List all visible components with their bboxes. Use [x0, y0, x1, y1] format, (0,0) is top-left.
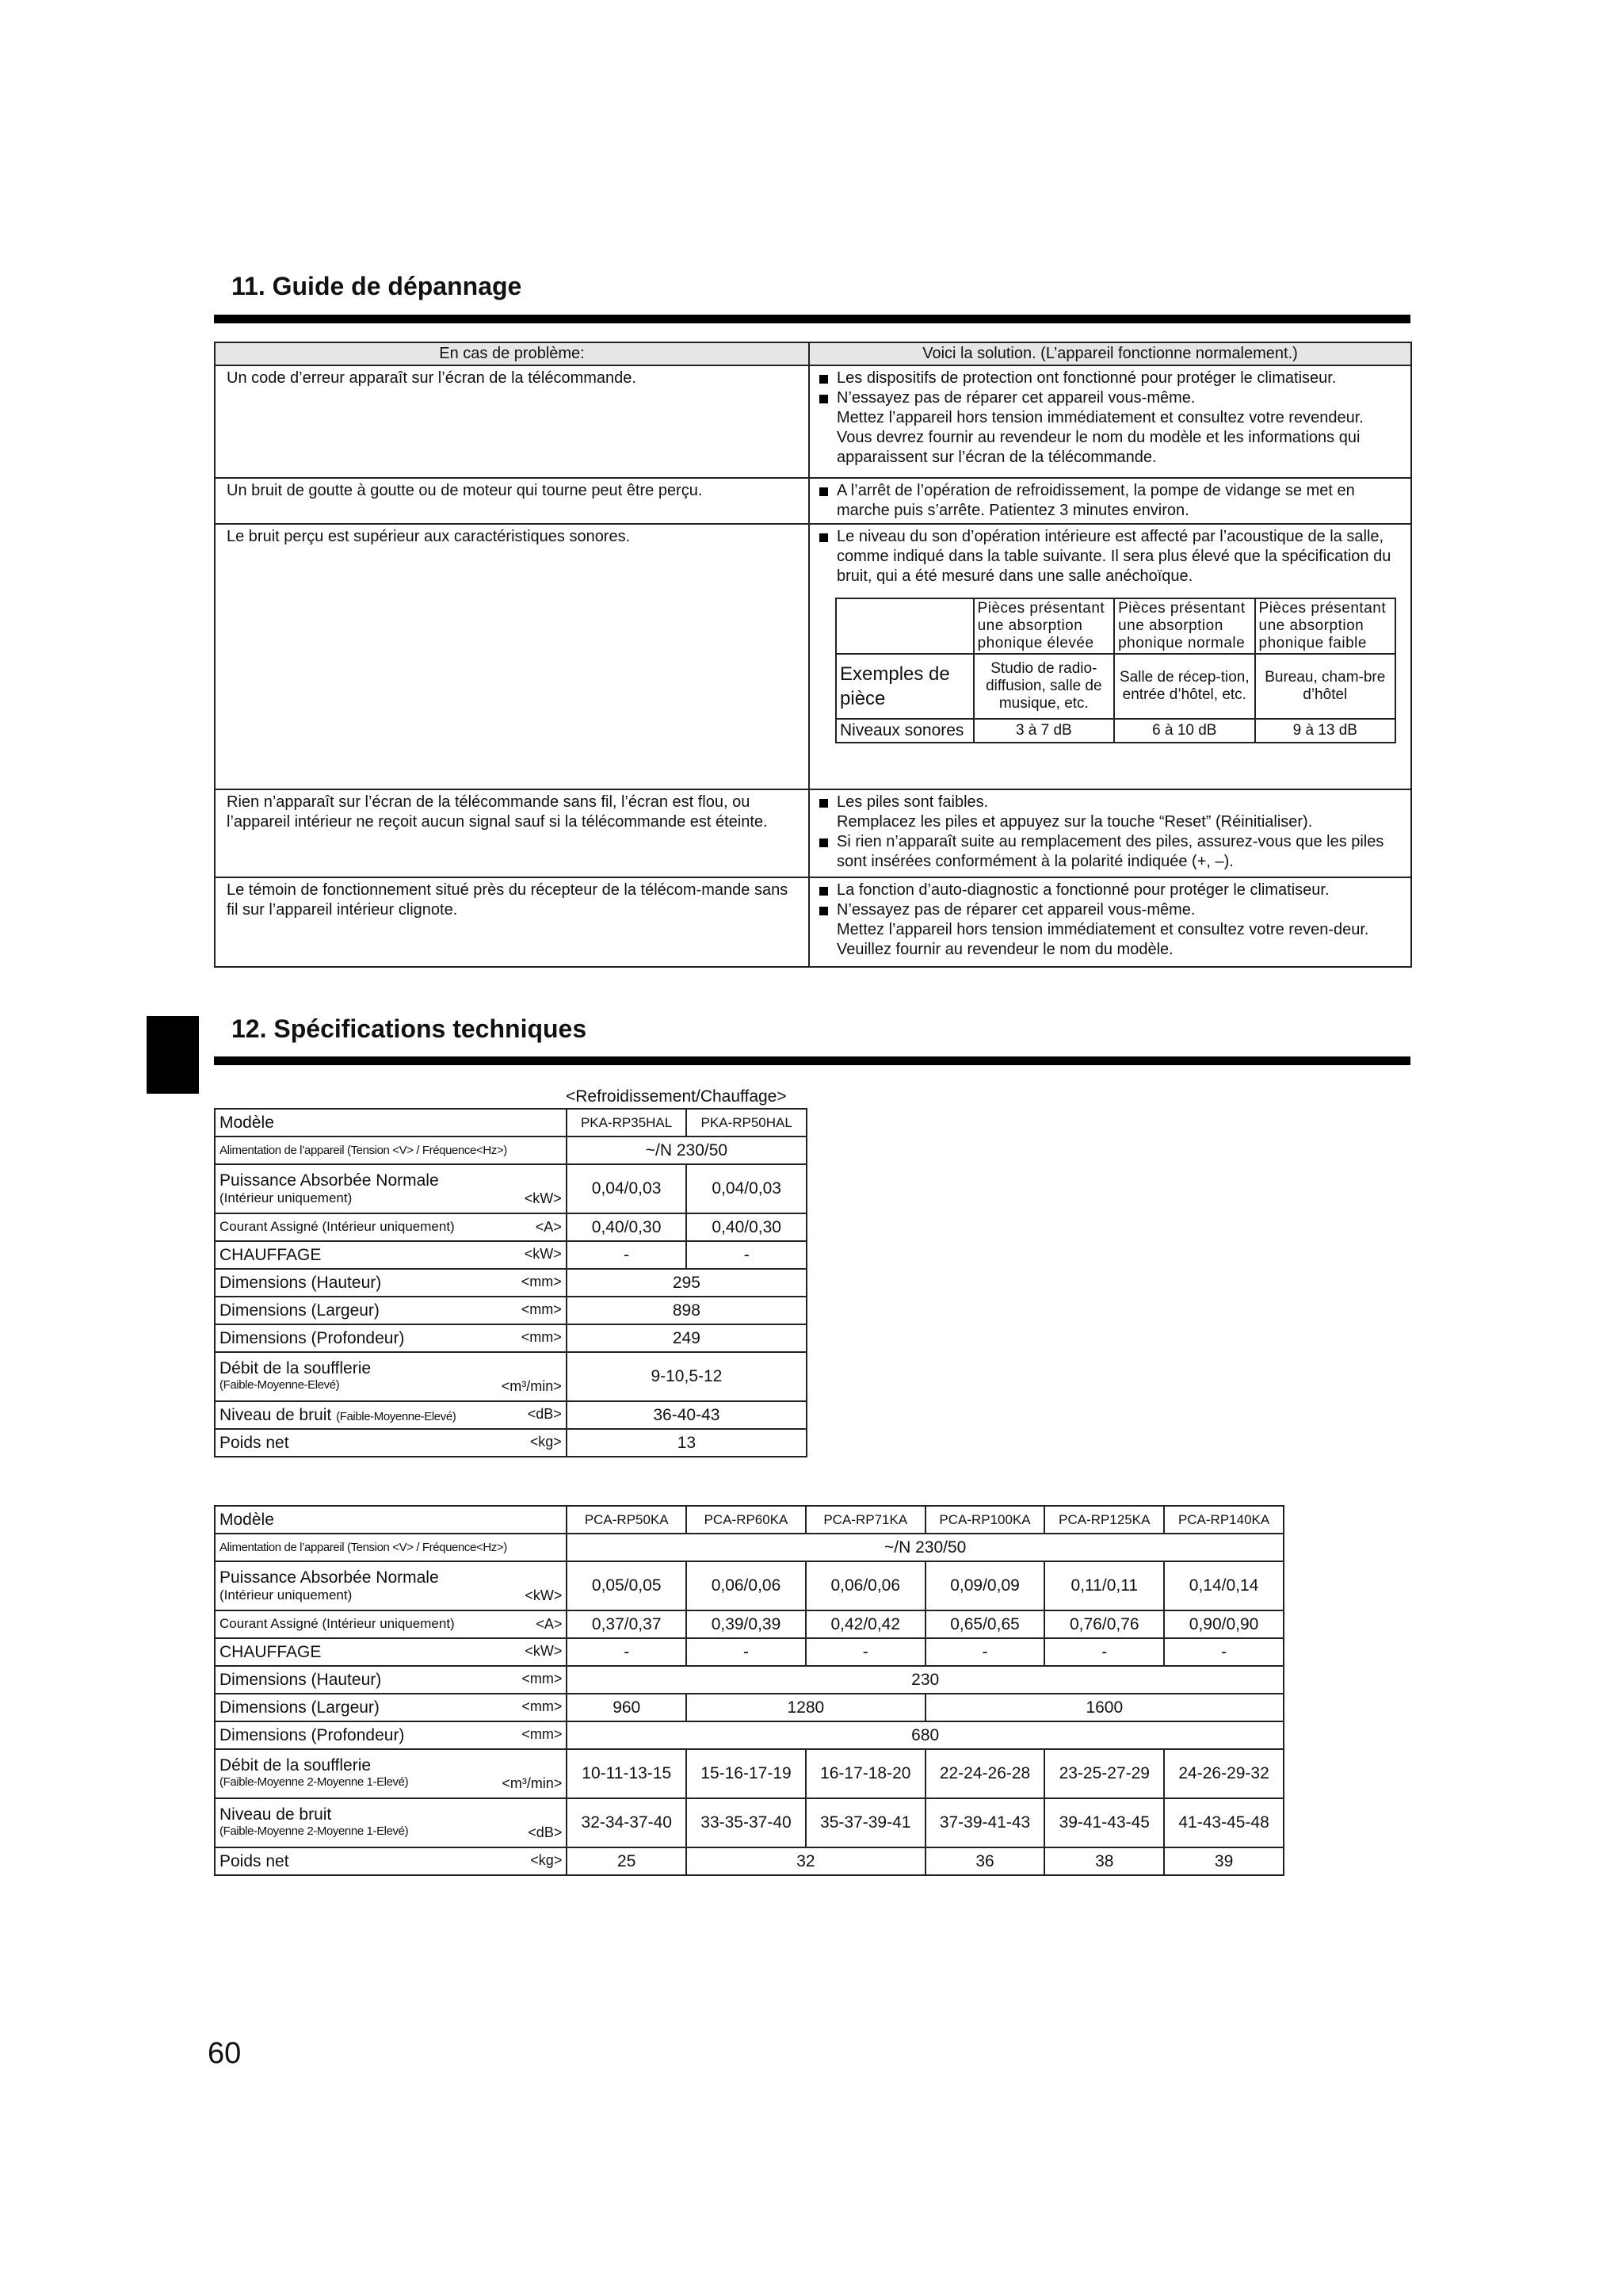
label-airflow-sub: (Faible-Moyenne-Elevé) — [219, 1377, 340, 1392]
unit-mm: <mm> — [521, 1328, 562, 1345]
header-solution: Voici la solution. (L’appareil fonctionne normalement.) — [809, 342, 1411, 365]
solution-item: Les dispositifs de protection ont fonctionné pour protéger le climatiseur. — [818, 369, 1403, 388]
label-power-input: Puissance Absorbée Normale — [219, 1568, 439, 1587]
label-airflow: Débit de la soufflerie — [219, 1755, 372, 1775]
problem-text: Le bruit perçu est supérieur aux caractéristiques sonores. — [215, 524, 809, 789]
label-dim-w: Dimensions (Largeur) — [219, 1698, 380, 1717]
current-value: 0,65/0,65 — [925, 1610, 1045, 1638]
power-input-value: 0,05/0,05 — [567, 1561, 686, 1610]
unit-mm: <mm> — [521, 1725, 563, 1742]
label-power-input-sub: (Intérieur uniquement) — [219, 1190, 353, 1205]
heating-value: - — [686, 1638, 806, 1666]
heating-value: - — [806, 1638, 925, 1666]
label-dim-d: Dimensions (Profondeur) — [219, 1328, 405, 1347]
table-row — [215, 789, 1411, 877]
dim-d-value: 680 — [567, 1721, 1284, 1749]
label-current: Courant Assigné (Intérieur uniquement) — [219, 1219, 455, 1234]
dim-h-value: 230 — [567, 1666, 1284, 1694]
current-value: 0,76/0,76 — [1044, 1610, 1164, 1638]
table-row — [215, 365, 1411, 478]
section-12-rule — [214, 1056, 1410, 1065]
model-header: PCA-RP71KA — [806, 1506, 925, 1534]
unit-db: <dB> — [528, 1824, 563, 1840]
pca-spec-table — [214, 1505, 1284, 1876]
solution-item: A l’arrêt de l’opération de refroidissement, la pompe de vidange se met en marche puis s’arrête. Patientez 3 minutes environ. — [818, 481, 1403, 521]
weight-value: 36 — [925, 1847, 1045, 1875]
label-dim-h: Dimensions (Hauteur) — [219, 1273, 382, 1292]
label-current: Courant Assigné (Intérieur uniquement) — [219, 1616, 455, 1631]
unit-a: <A> — [535, 1219, 562, 1235]
airflow-value: 24-26-29-32 — [1164, 1749, 1284, 1798]
current-value: 0,90/0,90 — [1164, 1610, 1284, 1638]
weight-value: 13 — [567, 1429, 807, 1457]
problem-text: Un bruit de goutte à goutte ou de moteur qui tourne peut être perçu. — [215, 478, 809, 524]
noise-value: 37-39-41-43 — [925, 1798, 1045, 1847]
noise-value: 32-34-37-40 — [567, 1798, 686, 1847]
label-dim-w: Dimensions (Largeur) — [219, 1301, 380, 1320]
label-noise: Niveau de bruit — [219, 1405, 332, 1424]
unit-db: <dB> — [527, 1405, 562, 1422]
unit-airflow: <m³/min> — [501, 1377, 562, 1394]
dim-w-value: 1600 — [925, 1694, 1284, 1721]
weight-value: 25 — [567, 1847, 686, 1875]
level-normal: 6 à 10 dB — [1114, 719, 1254, 743]
dim-w-value: 1280 — [686, 1694, 925, 1721]
dim-h-value: 295 — [567, 1269, 807, 1297]
room-acoustics-table — [835, 598, 1396, 743]
level-low: 9 à 13 dB — [1255, 719, 1395, 743]
problem-text: Rien n’apparaît sur l’écran de la télécommande sans fil, l’écran est flou, ou l’appareil intérieur ne reçoit aucun signal sauf si la télécommande est éteinte. — [215, 789, 809, 877]
airflow-value: 16-17-18-20 — [806, 1749, 925, 1798]
heating-value: - — [925, 1638, 1045, 1666]
header-problem: En cas de problème: — [215, 342, 809, 365]
label-weight: Poids net — [219, 1433, 289, 1452]
label-model: Modèle — [215, 1506, 567, 1534]
airflow-value: 22-24-26-28 — [925, 1749, 1045, 1798]
power-input-value: 0,04/0,03 — [686, 1164, 807, 1213]
unit-kw: <kW> — [525, 1642, 563, 1659]
noise-value: 39-41-43-45 — [1044, 1798, 1164, 1847]
levels-label: Niveaux sonores — [836, 719, 974, 743]
heating-value: - — [567, 1241, 687, 1269]
label-power-input: Puissance Absorbée Normale — [219, 1171, 439, 1190]
current-value: 0,40/0,30 — [686, 1213, 807, 1241]
solution-item: Si rien n’apparaît suite au remplacement des piles, assurez-vous que les piles sont insérées conformément à la polarité indiquée (+, –). — [818, 832, 1403, 872]
weight-value: 39 — [1164, 1847, 1284, 1875]
dim-d-value: 249 — [567, 1324, 807, 1352]
label-airflow-sub: (Faible-Moyenne 2-Moyenne 1-Elevé) — [219, 1775, 409, 1789]
heating-value: - — [567, 1638, 686, 1666]
model-header: PCA-RP50KA — [567, 1506, 686, 1534]
model-header: PKA-RP50HAL — [686, 1109, 807, 1137]
label-dim-h: Dimensions (Hauteur) — [219, 1670, 382, 1689]
airflow-value: 10-11-13-15 — [567, 1749, 686, 1798]
power-input-value: 0,11/0,11 — [1044, 1561, 1164, 1610]
noise-value: 41-43-45-48 — [1164, 1798, 1284, 1847]
label-dim-d: Dimensions (Profondeur) — [219, 1725, 405, 1744]
col-header-high-absorption: Pièces présentant une absorption phonique élevée — [974, 598, 1114, 654]
label-power-supply: Alimentation de l’appareil (Tension <V> / Fréquence<Hz>) — [215, 1534, 567, 1561]
model-header: PKA-RP35HAL — [567, 1109, 687, 1137]
heating-value: - — [686, 1241, 807, 1269]
section-tab-marker — [147, 1016, 199, 1094]
section-12-title: 12. Spécifications techniques — [231, 1014, 587, 1043]
label-noise-sub: (Faible-Moyenne 2-Moyenne 1-Elevé) — [219, 1824, 409, 1838]
unit-mm: <mm> — [521, 1670, 563, 1687]
section-11-title: 11. Guide de dépannage — [231, 272, 522, 300]
dim-w-value: 960 — [567, 1694, 686, 1721]
power-input-value: 0,14/0,14 — [1164, 1561, 1284, 1610]
example-low: Bureau, cham-bre d’hôtel — [1255, 654, 1395, 719]
unit-kw: <kW> — [524, 1245, 562, 1262]
label-model: Modèle — [215, 1109, 567, 1137]
examples-label: Exemples de pièce — [836, 654, 974, 719]
power-input-value: 0,09/0,09 — [925, 1561, 1045, 1610]
dim-w-value: 898 — [567, 1297, 807, 1324]
noise-value: 36-40-43 — [567, 1401, 807, 1429]
label-weight: Poids net — [219, 1851, 289, 1870]
unit-mm: <mm> — [521, 1698, 563, 1714]
power-input-value: 0,06/0,06 — [806, 1561, 925, 1610]
solution-item: Le niveau du son d’opération intérieure est affecté par l’acoustique de la salle, comme indiqué dans la table suivante. Il sera plus élevé que la spécification du bruit, qui a été mesuré dans une salle anéchoïque. — [818, 527, 1403, 586]
solution-item: N’essayez pas de réparer cet appareil vous-même. Mettez l’appareil hors tension immédiatement et consultez votre revendeur. Vous devrez fournir au revendeur le nom du modèle et les informations qui apparaissent sur l’écran de la télécommande. — [818, 388, 1403, 468]
power-input-value: 0,06/0,06 — [686, 1561, 806, 1610]
current-value: 0,42/0,42 — [806, 1610, 925, 1638]
current-value: 0,40/0,30 — [567, 1213, 687, 1241]
heating-value: - — [1044, 1638, 1164, 1666]
model-header: PCA-RP140KA — [1164, 1506, 1284, 1534]
label-power-supply: Alimentation de l’appareil (Tension <V> / Fréquence<Hz>) — [215, 1137, 567, 1164]
noise-value: 35-37-39-41 — [806, 1798, 925, 1847]
label-noise-sub: (Faible-Moyenne-Elevé) — [336, 1409, 456, 1423]
label-power-input-sub: (Intérieur uniquement) — [219, 1587, 353, 1603]
solution-item: N’essayez pas de réparer cet appareil vous-même. Mettez l’appareil hors tension immédiatement et consultez votre reven-deur. Veuillez fournir au revendeur le nom du modèle. — [818, 900, 1403, 960]
unit-airflow: <m³/min> — [502, 1775, 563, 1791]
col-header-low-absorption: Pièces présentant une absorption phonique faible — [1255, 598, 1395, 654]
unit-kg: <kg> — [529, 1433, 562, 1450]
problem-text: Un code d’erreur apparaît sur l’écran de la télécommande. — [215, 365, 809, 478]
col-header-normal-absorption: Pièces présentant une absorption phonique normale — [1114, 598, 1254, 654]
unit-kg: <kg> — [530, 1851, 563, 1868]
power-supply-value: ~/N 230/50 — [567, 1137, 807, 1164]
power-input-value: 0,04/0,03 — [567, 1164, 687, 1213]
model-header: PCA-RP125KA — [1044, 1506, 1164, 1534]
model-header: PCA-RP100KA — [925, 1506, 1045, 1534]
power-supply-value: ~/N 230/50 — [567, 1534, 1284, 1561]
solution-item: Les piles sont faibles. Remplacez les piles et appuyez sur la touche “Reset” (Réinitialiser). — [818, 793, 1403, 832]
airflow-value: 23-25-27-29 — [1044, 1749, 1164, 1798]
noise-value: 33-35-37-40 — [686, 1798, 806, 1847]
airflow-value: 9-10,5-12 — [567, 1352, 807, 1401]
current-value: 0,39/0,39 — [686, 1610, 806, 1638]
unit-kw: <kW> — [525, 1587, 563, 1603]
example-normal: Salle de récep-tion, entrée d’hôtel, etc. — [1114, 654, 1254, 719]
solution-item: La fonction d’auto-diagnostic a fonctionné pour protéger le climatiseur. — [818, 881, 1403, 900]
model-header: PCA-RP60KA — [686, 1506, 806, 1534]
weight-value: 32 — [686, 1847, 925, 1875]
label-heating: CHAUFFAGE — [219, 1245, 322, 1264]
label-airflow: Débit de la soufflerie — [219, 1358, 372, 1377]
table-row — [215, 524, 1411, 789]
example-high: Studio de radio-diffusion, salle de musique, etc. — [974, 654, 1114, 719]
unit-a: <A> — [536, 1616, 563, 1632]
label-noise: Niveau de bruit — [219, 1805, 332, 1824]
problem-text: Le témoin de fonctionnement situé près du récepteur de la télécom-mande sans fil sur l’appareil intérieur clignote. — [215, 877, 809, 967]
unit-mm: <mm> — [521, 1301, 562, 1317]
unit-mm: <mm> — [521, 1273, 562, 1289]
pka-caption: <Refroidissement/Chauffage> — [566, 1087, 787, 1106]
table-row — [215, 877, 1411, 967]
troubleshooting-table — [214, 342, 1412, 968]
weight-value: 38 — [1044, 1847, 1164, 1875]
page-number: 60 — [208, 2037, 242, 2070]
label-heating: CHAUFFAGE — [219, 1642, 322, 1661]
section-11-rule — [214, 315, 1410, 323]
table-row — [215, 478, 1411, 524]
heating-value: - — [1164, 1638, 1284, 1666]
pka-spec-table — [214, 1108, 807, 1457]
airflow-value: 15-16-17-19 — [686, 1749, 806, 1798]
unit-kw: <kW> — [524, 1190, 562, 1206]
level-high: 3 à 7 dB — [974, 719, 1114, 743]
current-value: 0,37/0,37 — [567, 1610, 686, 1638]
